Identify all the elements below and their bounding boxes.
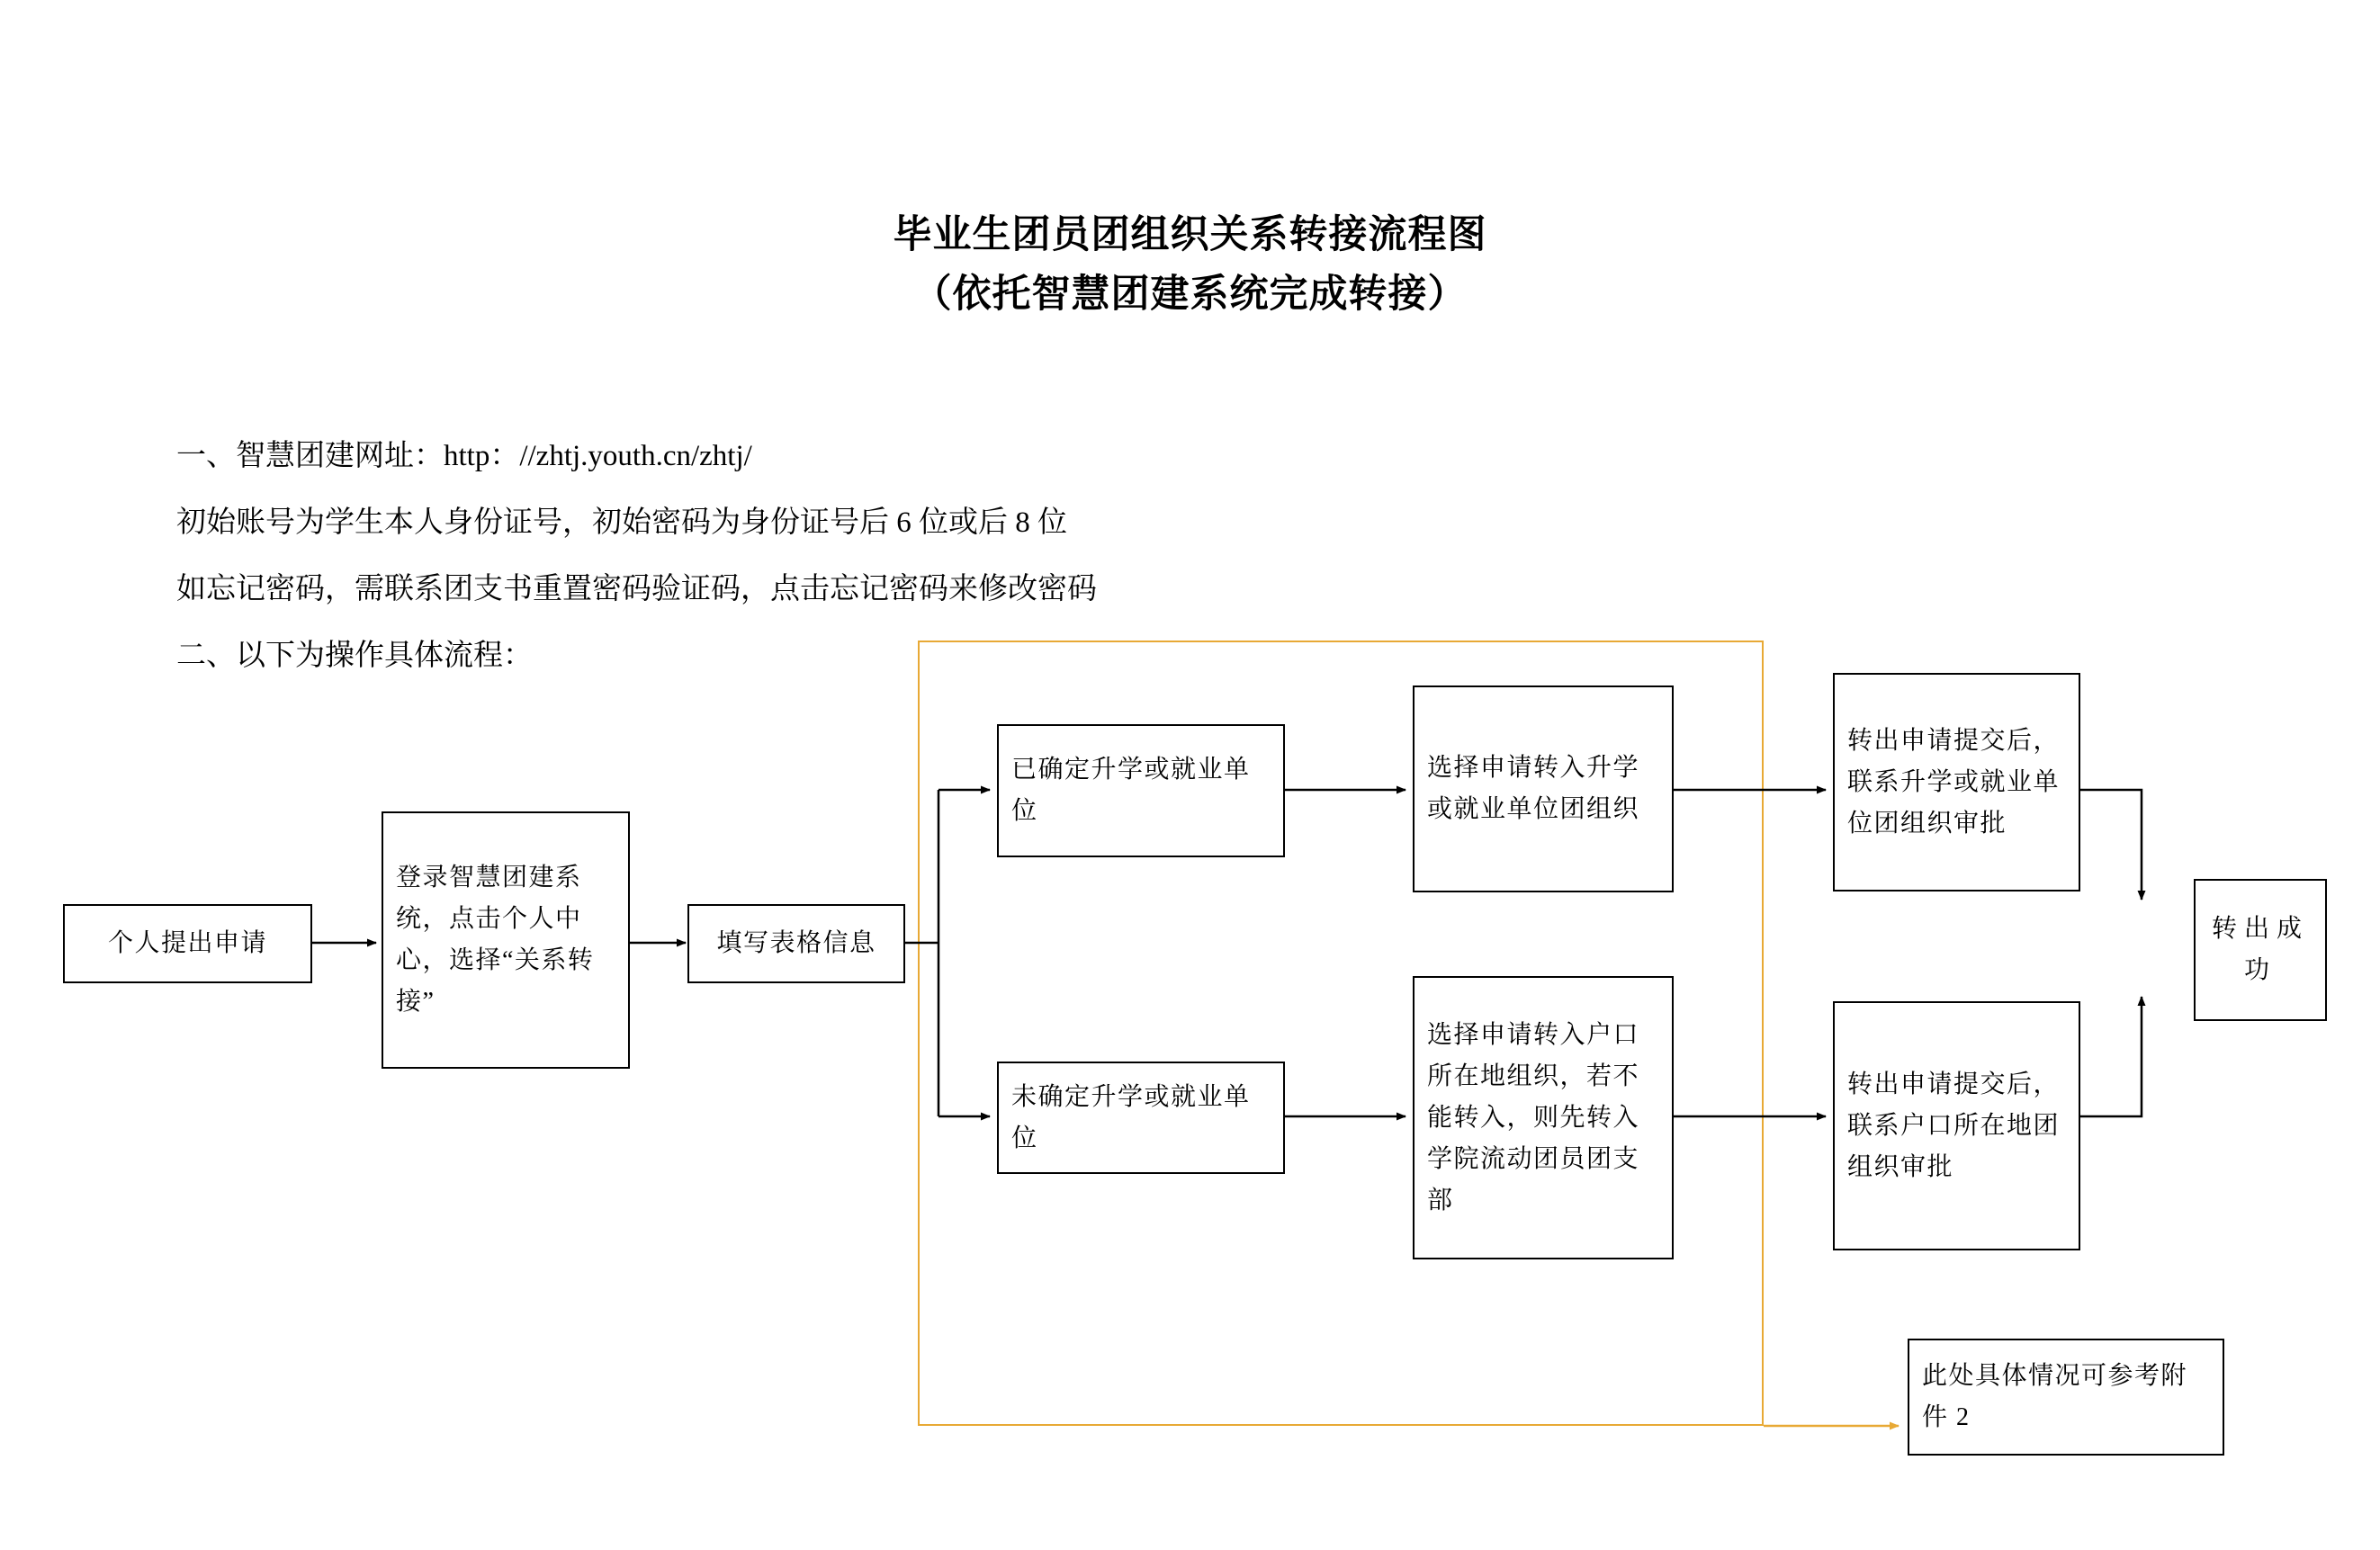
intro-line-3: 如忘记密码，需联系团支书重置密码验证码，点击忘记密码来修改密码: [176, 573, 1097, 605]
node-n7-label: 选择申请转入户口所在地组织，若不能转入，则先转入学院流动团员团支部: [1427, 1020, 1640, 1214]
node-n11-label: 此处具体情况可参考附件 2: [1922, 1362, 2188, 1431]
node-n4[interactable]: [997, 724, 1285, 857]
node-n9-label: 转出申请提交后，联系户口所在地团组织审批: [1847, 1070, 2061, 1181]
title-line-2: （依托智慧团建系统完成转接）: [912, 272, 1468, 317]
node-n7[interactable]: [1413, 976, 1674, 1259]
node-n3[interactable]: [687, 904, 905, 983]
node-n8-label: 转出申请提交后，联系升学或就业单位团组织审批: [1847, 726, 2061, 838]
intro-line-4: 二、以下为操作具体流程：: [176, 640, 533, 672]
title-line-1: 毕业生团员团组织关系转接流程图: [893, 212, 1487, 257]
node-n2[interactable]: [382, 811, 630, 1069]
node-n10[interactable]: [2194, 879, 2327, 1021]
node-n10-label: 转出成功: [2211, 915, 2309, 984]
node-n2-label: 登录智慧团建系统，点击个人中心，选择“关系转接”: [396, 864, 595, 1016]
node-n6-label: 选择申请转入升学或就业单位团组织: [1427, 754, 1640, 823]
node-n1-label: 个人提出申请: [107, 929, 267, 957]
node-n8[interactable]: [1833, 673, 2080, 891]
node-n5-label: 未确定升学或就业单位: [1011, 1082, 1251, 1152]
node-n9[interactable]: [1833, 1001, 2080, 1250]
node-n5[interactable]: [997, 1062, 1285, 1174]
node-n6[interactable]: [1413, 685, 1674, 892]
intro-line-2: 初始账号为学生本人身份证号，初始密码为身份证号后 6 位或后 8 位: [176, 506, 1067, 539]
node-n11-note[interactable]: [1908, 1339, 2224, 1456]
node-n1[interactable]: [63, 904, 312, 983]
node-n3-label: 填写表格信息: [716, 929, 876, 957]
node-n4-label: 已确定升学或就业单位: [1011, 756, 1251, 825]
intro-line-1: 一、智慧团建网址：http：//zhtj.youth.cn/zhtj/: [176, 440, 752, 472]
